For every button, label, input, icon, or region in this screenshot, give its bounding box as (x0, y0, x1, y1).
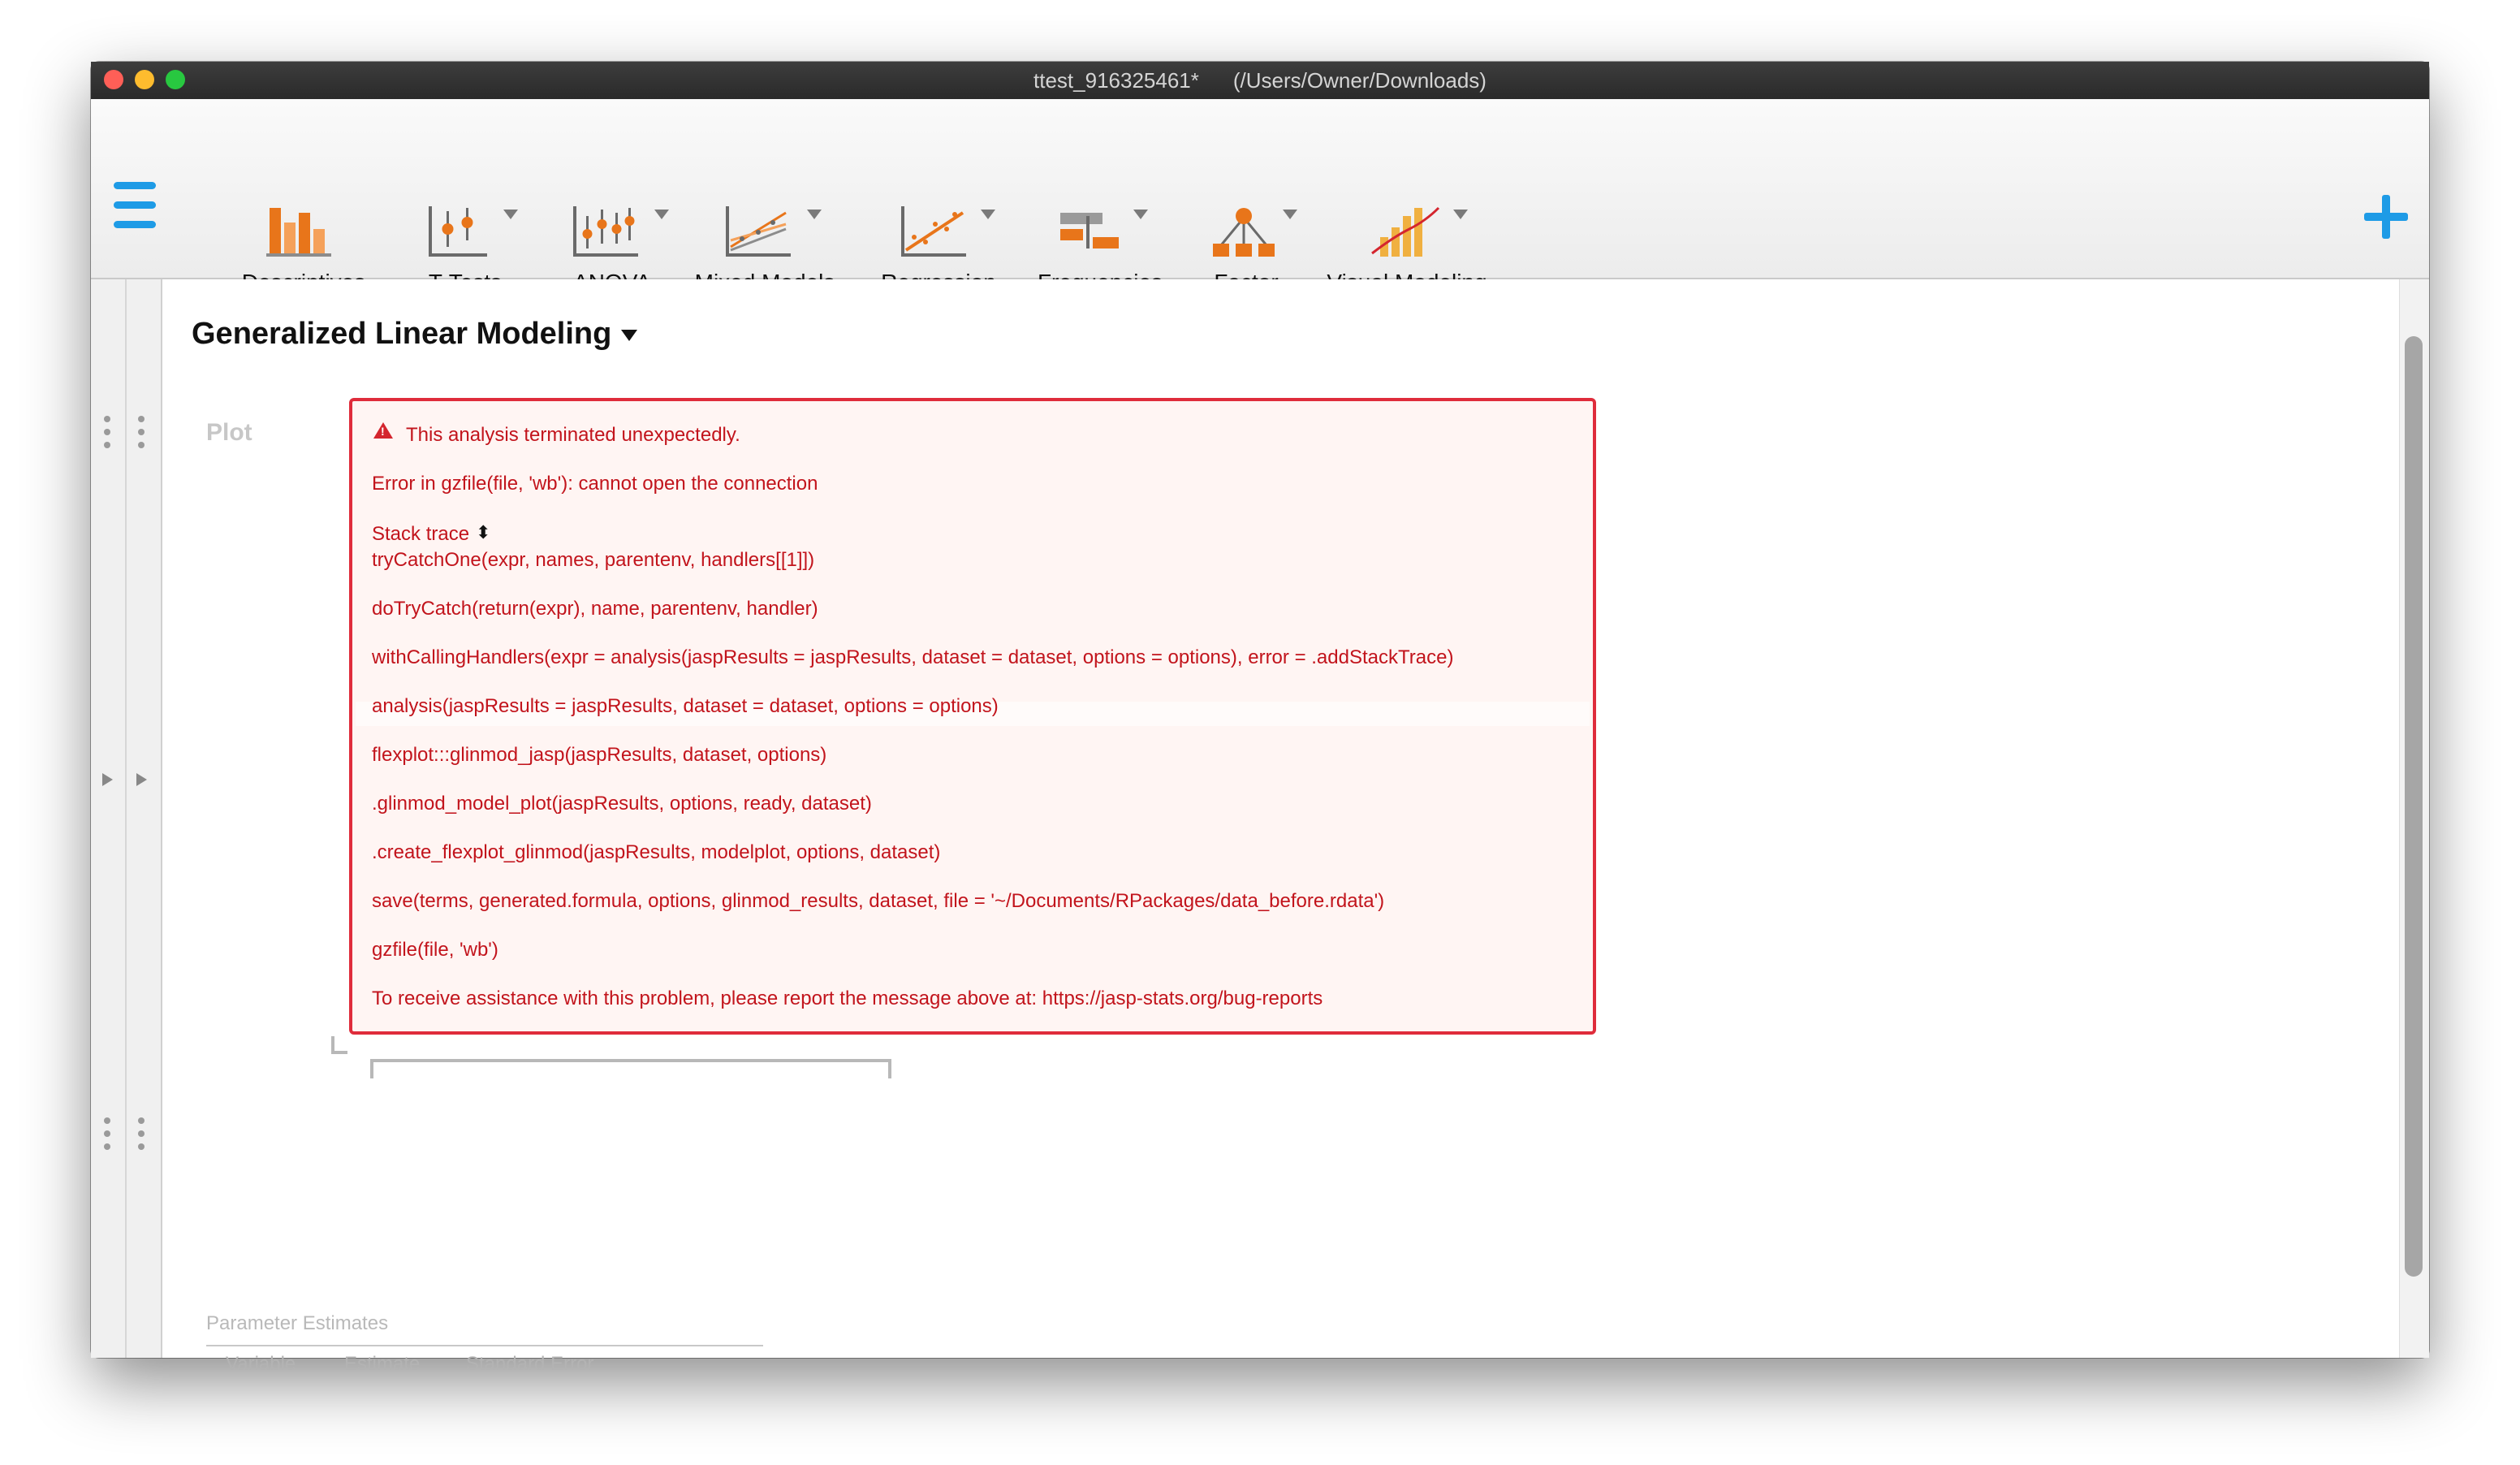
menu-hamburger-icon[interactable] (114, 182, 156, 229)
regression-chevron-down-icon (981, 210, 995, 219)
frequencies-icon (1054, 205, 1127, 258)
results-scrollbar[interactable] (2399, 279, 2429, 1358)
title-bar (91, 62, 2429, 99)
plot-section-label: Plot (206, 419, 252, 446)
stack-line: tryCatchOne(expr, names, parentenv, handlers[[1]]) (372, 549, 815, 571)
plot-frame-fragment (370, 1059, 373, 1078)
stack-trace-toggle[interactable] (372, 523, 490, 546)
plot-frame-fragment (331, 1051, 347, 1054)
anova-icon (570, 205, 643, 258)
column-header-variable: Variable (226, 1353, 296, 1375)
stack-line: gzfile(file, 'wb') (372, 939, 498, 961)
factor-icon (1210, 205, 1283, 258)
t-tests-chevron-down-icon (503, 210, 518, 219)
descriptives-bars-icon (265, 205, 338, 258)
anova-chevron-down-icon (654, 210, 669, 219)
error-heading: This analysis terminated unexpectedly. (406, 424, 740, 446)
stack-line: withCallingHandlers(expr = analysis(jaspResults = jaspResults, dataset = dataset, options = options), error = .addStackTrace) (372, 646, 1454, 668)
window-title (91, 68, 2429, 93)
analysis-title: Generalized Linear Modeling (192, 317, 612, 351)
stack-line: analysis(jaspResults = jaspResults, dataset = dataset, options = options) (372, 695, 999, 717)
results-drag-handle-2-icon[interactable] (138, 1117, 145, 1156)
stack-trace-label: Stack trace (372, 523, 470, 545)
app-window (91, 62, 2429, 1375)
bug-report-footer: To receive assistance with this problem, please report the message above at: https://jasp-stats.org/bug-reports (372, 987, 1323, 1009)
data-panel-drag-handle-icon[interactable] (104, 416, 110, 455)
frequencies-chevron-down-icon (1133, 210, 1148, 219)
visual-modeling-chevron-down-icon (1453, 210, 1468, 219)
stack-line: flexplot:::glinmod_jasp(jaspResults, dataset, options) (372, 744, 827, 766)
expand-data-panel-arrow-icon[interactable] (102, 773, 113, 786)
options-panel-drag-handle-icon[interactable] (138, 416, 145, 455)
mixed-models-chevron-down-icon (807, 210, 822, 219)
mixed-models-icon (723, 205, 796, 258)
plot-frame-fragment (370, 1059, 891, 1062)
column-header-standard-error: Standard Error (466, 1353, 594, 1375)
plot-frame-fragment (888, 1059, 891, 1078)
factor-chevron-down-icon (1283, 210, 1297, 219)
table-top-rule (206, 1345, 763, 1346)
panel-splitter-gutter (91, 279, 162, 1358)
parameter-estimates-title: Parameter Estimates (206, 1312, 389, 1334)
expand-collapse-icon: ⬍ (476, 522, 491, 542)
add-module-plus-icon[interactable] (2364, 195, 2408, 239)
caret-down-icon (621, 330, 637, 341)
error-message-box (349, 398, 1596, 1035)
results-drag-handle-icon[interactable] (104, 1117, 110, 1156)
stack-line: .create_flexplot_glinmod(jaspResults, modelplot, options, dataset) (372, 841, 941, 863)
regression-icon (898, 205, 971, 258)
visual-modeling-icon (1369, 205, 1442, 258)
analysis-ribbon (91, 99, 2429, 279)
column-header-estimate: Estimate (344, 1353, 421, 1375)
stack-line: save(terms, generated.formula, options, glinmod_results, dataset, file = '~/Documents/RPackages/data_before.rdata') (372, 890, 1385, 912)
stack-line: doTryCatch(return(expr), name, parentenv, handler) (372, 598, 818, 620)
plot-frame-fragment (331, 1036, 334, 1052)
scrollbar-thumb[interactable] (2405, 336, 2423, 1277)
stack-line: .glinmod_model_plot(jaspResults, options, ready, dataset) (372, 793, 872, 815)
analysis-title-menu[interactable] (192, 317, 637, 352)
error-message: Error in gzfile(file, 'wb'): cannot open the connection (372, 473, 818, 495)
splitter-divider (125, 279, 127, 1358)
window-title-path: (/Users/Owner/Downloads) (1232, 68, 1487, 93)
warning-triangle-icon (373, 422, 393, 439)
window-title-file: ttest_916325461* (1033, 68, 1199, 93)
expand-options-panel-arrow-icon[interactable] (136, 773, 147, 786)
t-tests-icon (425, 205, 498, 258)
